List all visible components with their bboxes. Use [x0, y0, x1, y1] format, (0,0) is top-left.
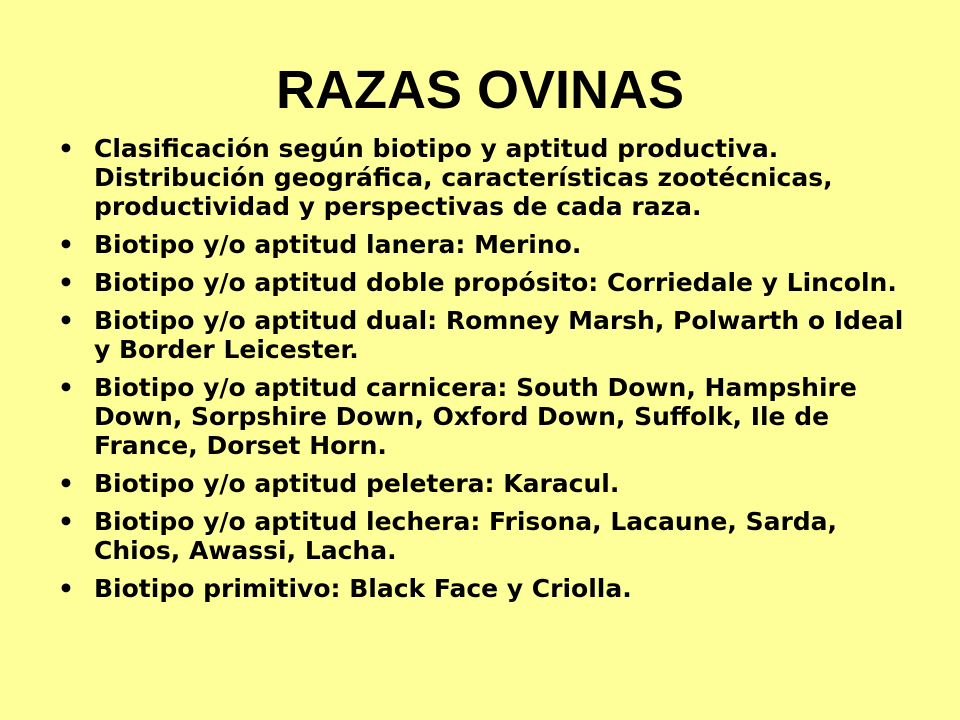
bullet-item-primitivo [58, 574, 918, 603]
bullet-text: Biotipo y/o aptitud doble propósito: Corriedale y Lincoln. [94, 268, 897, 297]
bullet-item-peletera [58, 469, 918, 498]
bullet-text: Biotipo y/o aptitud dual: Romney Marsh, Polwarth o Ideal y Border Leicester. [94, 306, 904, 364]
bullet-text: Biotipo y/o aptitud peletera: Karacul. [94, 469, 620, 498]
bullet-item-doble-proposito [58, 268, 918, 297]
bullet-list [58, 134, 918, 612]
bullet-item-lechera [58, 507, 918, 565]
bullet-icon: • [58, 574, 74, 603]
bullet-text: Biotipo y/o aptitud carnicera: South Down, Hampshire Down, Sorpshire Down, Oxford Down, Suffolk, Ile de France, Dorset Horn. [94, 373, 857, 460]
bullet-icon: • [58, 507, 74, 536]
bullet-item-lanera [58, 230, 918, 259]
bullet-item-classification [58, 134, 918, 221]
bullet-text: Biotipo y/o aptitud lanera: Merino. [94, 230, 582, 259]
bullet-item-carnicera [58, 373, 918, 460]
bullet-text: Clasificación según biotipo y aptitud productiva. Distribución geográfica, características zootécnicas, productividad y perspectivas de cada raza. [94, 134, 833, 221]
bullet-icon: • [58, 373, 74, 402]
bullet-item-dual [58, 306, 918, 364]
slide-title: RAZAS OVINAS [275, 60, 685, 120]
bullet-icon: • [58, 134, 74, 163]
bullet-icon: • [58, 469, 74, 498]
bullet-icon: • [58, 230, 74, 259]
bullet-icon: • [58, 268, 74, 297]
bullet-icon: • [58, 306, 74, 335]
bullet-text: Biotipo primitivo: Black Face y Criolla. [94, 574, 632, 603]
bullet-text: Biotipo y/o aptitud lechera: Frisona, Lacaune, Sarda, Chios, Awassi, Lacha. [94, 507, 838, 565]
